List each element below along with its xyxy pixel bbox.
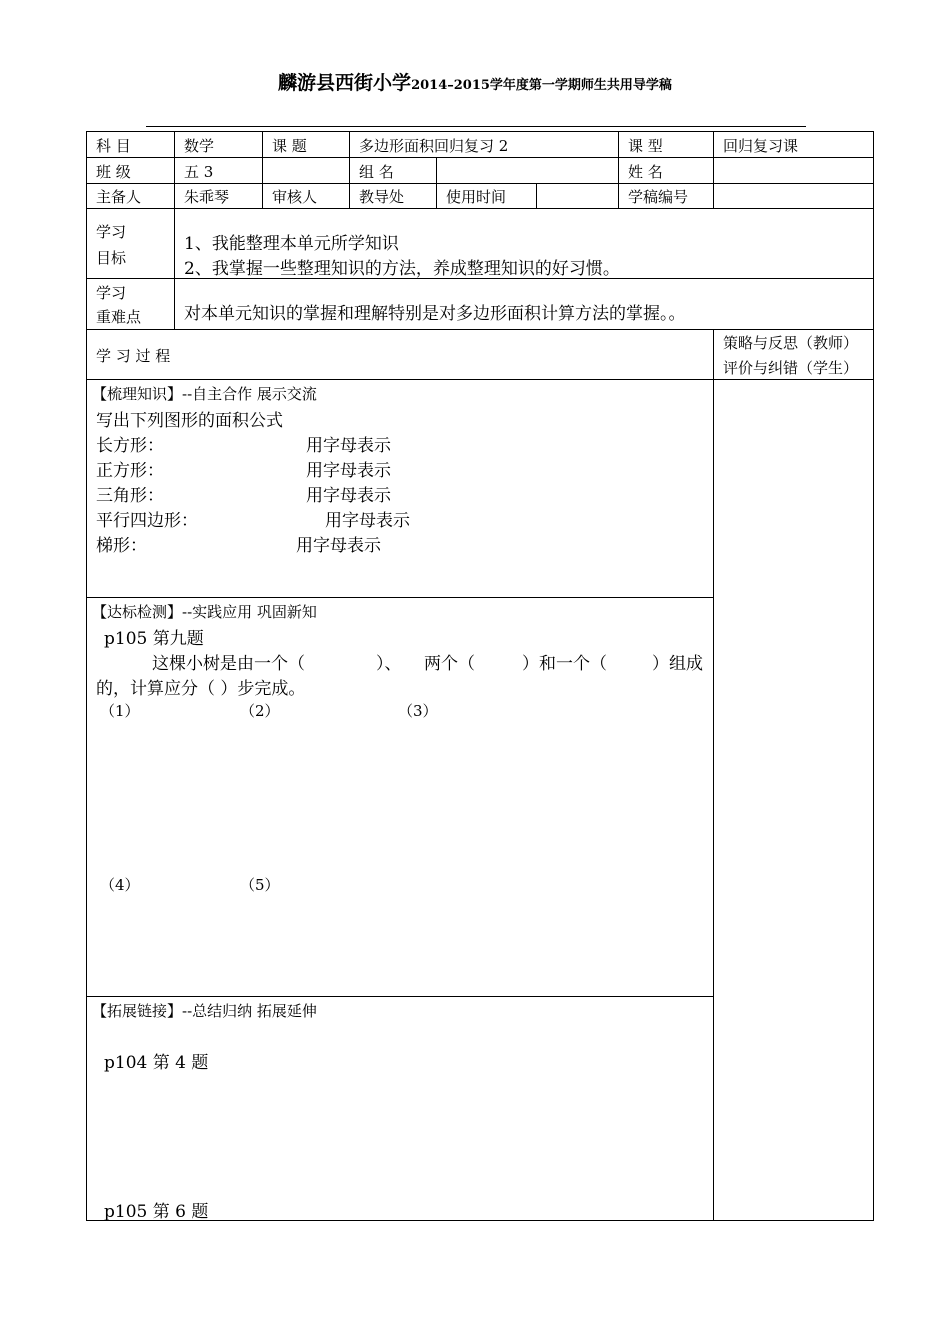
header-rule — [146, 126, 806, 127]
section3-title: 【拓展链接】--总结归纳 拓展延伸 — [92, 1002, 317, 1020]
topic-value: 多边形面积回归复习 2 — [359, 137, 509, 155]
preparer-label: 主备人 — [96, 188, 142, 206]
keypoints-label-line2: 重难点 — [96, 308, 142, 326]
formula-note: 用字母表示 — [306, 436, 391, 456]
question-part: 两个（ — [424, 654, 475, 674]
formula-shape: 长方形： — [96, 436, 164, 456]
process-label: 学 习 过 程 — [96, 347, 171, 365]
office-label: 教导处 — [359, 188, 405, 206]
student-review-label: 评价与纠错（学生） — [723, 359, 859, 377]
figure-label: （5） — [240, 876, 280, 894]
exercise-ref: p105 第 6 题 — [104, 1202, 209, 1222]
section2-title: 【达标检测】--实践应用 巩固新知 — [92, 603, 317, 621]
subject-label: 科 目 — [96, 137, 131, 155]
figure-label: （1） — [100, 702, 140, 720]
figure-label: （3） — [398, 702, 438, 720]
formula-note: 用字母表示 — [296, 536, 381, 556]
formula-shape: 平行四边形： — [96, 511, 198, 531]
formula-note: 用字母表示 — [325, 511, 410, 531]
formula-note: 用字母表示 — [306, 486, 391, 506]
section1-intro: 写出下列图形的面积公式 — [96, 411, 283, 431]
formula-note: 用字母表示 — [306, 461, 391, 481]
goal-item-2: 2、我掌握一些整理知识的方法，养成整理知识的好习惯。 — [184, 259, 620, 279]
goals-label-line1: 学习 — [96, 223, 127, 241]
term-title: 2014–2015学年度第一学期师生共用导学稿 — [411, 78, 672, 93]
question-part: ）组成 — [652, 654, 703, 674]
preparer-value: 朱乖琴 — [184, 188, 230, 206]
formula-shape: 三角形： — [96, 486, 164, 506]
class-value: 五 3 — [184, 163, 214, 181]
usage-time-label: 使用时间 — [446, 188, 507, 206]
formula-shape: 正方形： — [96, 461, 164, 481]
class-label: 班 级 — [96, 163, 131, 181]
type-label: 课 型 — [628, 137, 663, 155]
student-name-label: 姓 名 — [628, 163, 663, 181]
exercise-ref: p105 第九题 — [104, 629, 204, 649]
exercise-ref: p104 第 4 题 — [104, 1053, 209, 1073]
question-part: 这棵小树是由一个（ — [152, 654, 305, 674]
question-part: ）和一个（ — [522, 654, 607, 674]
doc-number-label: 学稿编号 — [628, 188, 689, 206]
reviewer-label: 审核人 — [272, 188, 318, 206]
document-header — [0, 68, 950, 95]
section1-title: 【梳理知识】--自主合作 展示交流 — [92, 385, 317, 403]
question-part: ）、 — [376, 654, 402, 674]
keypoints-text: 对本单元知识的掌握和理解特别是对多边形面积计算方法的掌握。。 — [184, 304, 686, 324]
goal-item-1: 1、我能整理本单元所学知识 — [184, 234, 399, 254]
goals-label-line2: 目标 — [96, 249, 127, 267]
subject-value: 数学 — [184, 137, 215, 155]
formula-shape: 梯形： — [96, 536, 147, 556]
figure-label: （2） — [240, 702, 280, 720]
topic-label: 课 题 — [272, 137, 307, 155]
type-value: 回归复习课 — [723, 137, 799, 155]
teacher-reflection-label: 策略与反思（教师） — [723, 334, 859, 352]
figure-label: （4） — [100, 876, 140, 894]
keypoints-label-line1: 学习 — [96, 284, 127, 302]
school-name: 麟游县西街小学 — [278, 72, 412, 94]
question-line2: 的，计算应分（ ）步完成。 — [96, 679, 306, 699]
group-label: 组 名 — [359, 163, 394, 181]
